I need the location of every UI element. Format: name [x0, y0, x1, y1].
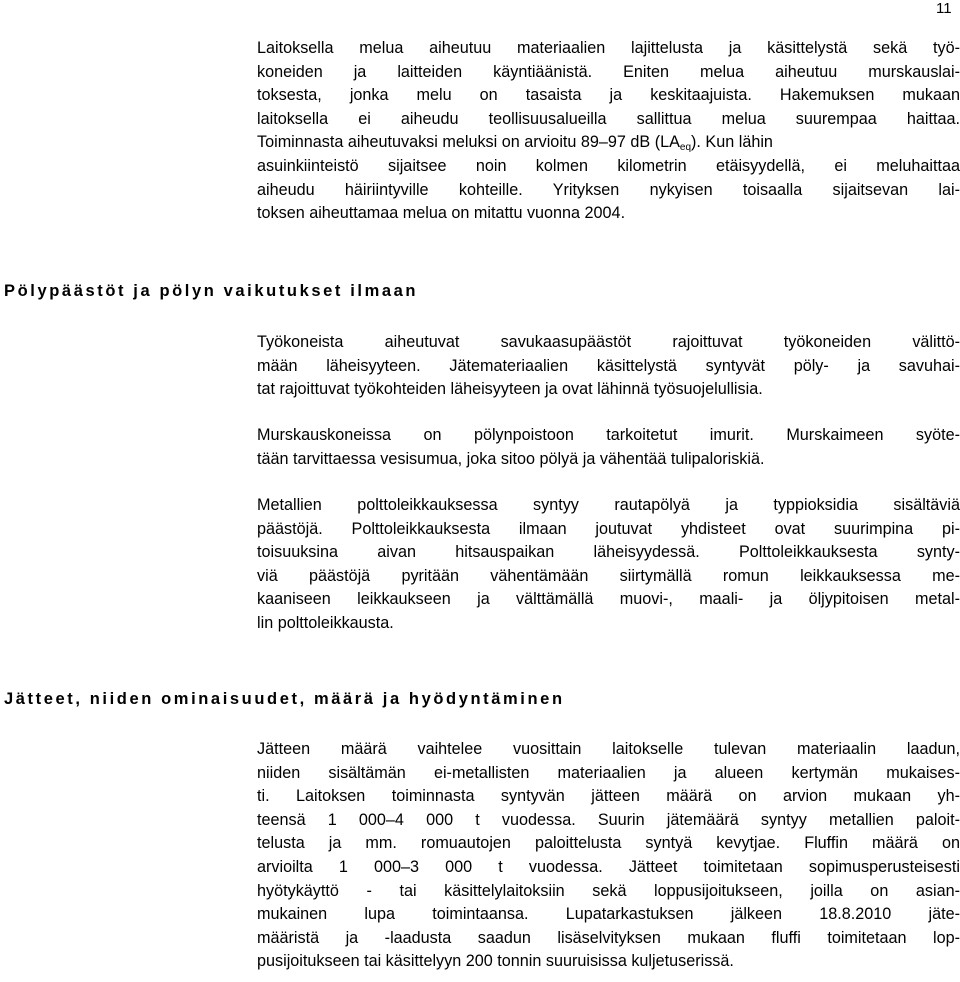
section-heading-waste: Jätteet, niiden ominaisuudet, määrä ja hyödyntäminen	[4, 690, 565, 708]
text-line: asuinkiinteistö sijaitsee noin kolmen kilometrin etäisyydellä, ei meluhaittaa	[257, 156, 960, 175]
subscript-eq: eq	[679, 142, 692, 154]
text-line: arvioilta 1 000–3 000 t vuodessa. Jätteet toimitetaan sopimusperusteisesti	[257, 857, 960, 876]
waste-paragraph	[257, 738, 960, 974]
text-line: lin polttoleikkausta.	[257, 613, 394, 632]
text-line: kaaniseen leikkaukseen ja välttämällä muovi-, maali- ja öljypitoisen metal-	[257, 590, 960, 609]
text-line-with-subscript	[257, 131, 960, 155]
text-line: hyötykäyttö - tai käsittelylaitoksiin sekä loppusijoitukseen, joilla on asian-	[257, 881, 960, 900]
text-line: määristä ja -laadusta saadun lisäselvityksen mukaan fluffi toimitetaan lop-	[257, 928, 960, 947]
text-line: toksen aiheuttamaa melua on mitattu vuonna 2004.	[257, 204, 626, 223]
text-line: toisuuksina aivan hitsauspaikan läheisyydessä. Polttoleikkauksesta synty-	[257, 543, 960, 562]
text-line: Jätteen määrä vaihtelee vuosittain laitokselle tulevan materiaalin laadun,	[257, 740, 960, 758]
text-line: Työkoneista aiheutuvat savukaasupäästöt rajoittuvat työkoneiden välittö-	[257, 333, 960, 351]
text-line: koneiden ja laitteiden käyntiäänistä. Eniten melua aiheutuu murskauslai-	[257, 62, 960, 81]
text-line: aiheudu häiriintyville kohteille. Yrityksen nykyisen toisaalla sijaitsevan lai-	[257, 180, 960, 199]
text-line: niiden sisältämän ei-metallisten materiaalien ja alueen kertymän mukaises-	[257, 763, 960, 782]
section-heading-dust: Pölypäästöt ja pölyn vaikutukset ilmaan	[4, 282, 419, 300]
text-line: tään tarvittaessa vesisumua, joka sitoo pölyä ja vähentää tulipaloriskiä.	[257, 449, 765, 468]
text-line: pusijoitukseen tai käsittelyyn 200 tonnin suuruisissa kuljetuserissä.	[257, 952, 734, 971]
text-line: päästöjä. Polttoleikkauksesta ilmaan joutuvat yhdisteet ovat suurimpina pi-	[257, 519, 960, 538]
page-number: 11	[936, 0, 952, 17]
text-fragment: Toiminnasta aiheutuvaksi meluksi on arvioitu 89–97 dB (LA	[257, 133, 680, 152]
text-fragment: ). Kun lähin	[691, 133, 773, 152]
noise-paragraph	[257, 37, 960, 226]
text-line: toksesta, jonka melu on tasaista ja keskitaajuista. Hakemuksen mukaan	[257, 86, 960, 105]
text-line: Murskauskoneissa on pölynpoistoon tarkoitetut imurit. Murskaimeen syöte-	[257, 426, 960, 444]
text-line: Laitoksella melua aiheutuu materiaalien lajittelusta ja käsittelystä sekä työ-	[257, 39, 960, 57]
text-line: laitoksella ei aiheudu teollisuusalueilla sallittua melua suurempaa haittaa.	[257, 109, 960, 128]
text-line: teensä 1 000–4 000 t vuodessa. Suurin jätemäärä syntyy metallien paloit-	[257, 810, 960, 829]
text-line: tat rajoittuvat työkohteiden läheisyyteen ja ovat lähinnä työsuojelullisia.	[257, 380, 763, 399]
text-line: ti. Laitoksen toiminnasta syntyvän jätteen määrä on arvion mukaan yh-	[257, 787, 960, 806]
dust-paragraph-1	[257, 331, 960, 402]
text-line: mukainen lupa toimintaansa. Lupatarkastuksen jälkeen 18.8.2010 jäte-	[257, 905, 960, 924]
text-line: telusta ja mm. romuautojen paloittelusta syntyä kevytjae. Fluffin määrä on	[257, 834, 960, 853]
text-line: Metallien polttoleikkauksessa syntyy rautapölyä ja typpioksidia sisältäviä	[257, 496, 960, 514]
text-line: viä päästöjä pyritään vähentämään siirtymällä romun leikkauksessa me-	[257, 566, 960, 585]
dust-paragraph-2	[257, 424, 960, 471]
dust-paragraph-3	[257, 494, 960, 636]
text-line: mään läheisyyteen. Jätemateriaalien käsittelystä syntyvät pöly- ja savuhai-	[257, 356, 960, 375]
